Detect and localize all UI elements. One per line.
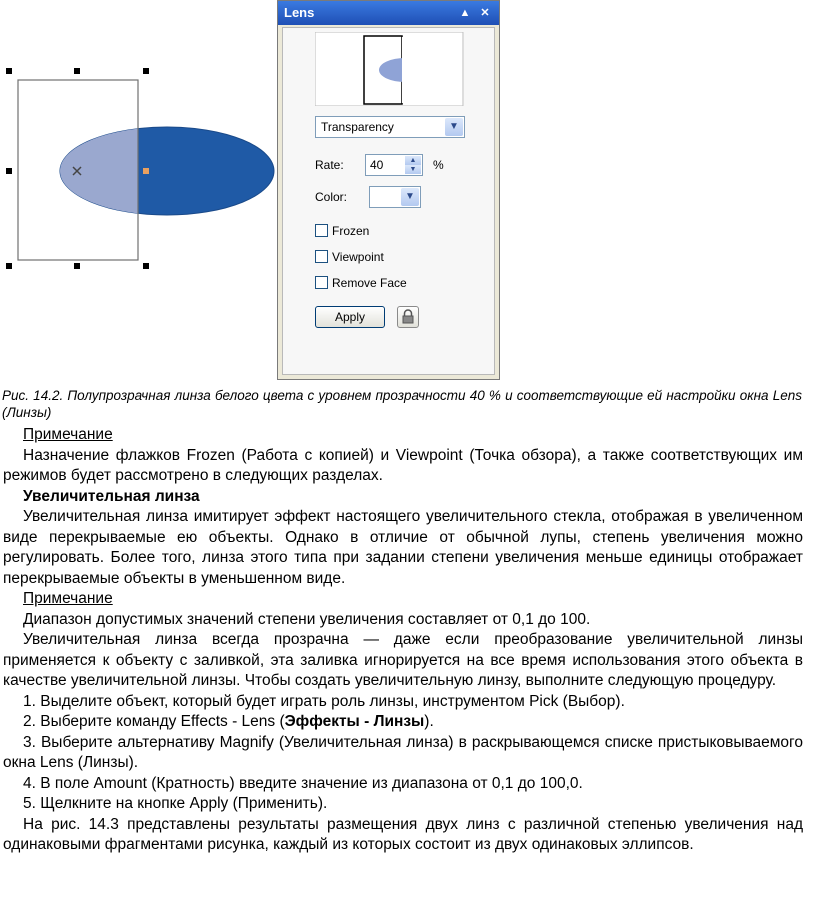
frozen-checkbox[interactable] (315, 224, 369, 238)
checkbox-box[interactable] (315, 276, 328, 289)
step-item: 3. Выберите альтернативу Magnify (Увеличительная линза) в раскрывающемся списке пристыковываемого окна Lens (Линзы). (3, 733, 803, 771)
lock-button[interactable] (397, 306, 419, 328)
paragraph: Увеличительная линза имитирует эффект настоящего увеличительного стекла, отображая в увеличенном виде перекрываемые ею объекты. Однако в отличие от обычной лупы, степень увеличения можно регулировать. Более того, линза этого типа при задании степени увеличения меньше единицы отображает перекрываемые объекты в уменьшенном виде. (3, 508, 803, 587)
paragraph: Увеличительная линза всегда прозрачна — даже если преобразование увеличительной линзы применяется к объекту с заливкой, эта заливка игнорируется на все время использования этого объекта в качестве увеличительной линзы. Чтобы создать увеличительную линзу, выполните следующую процедуру. (3, 631, 803, 689)
step-item: 4. В поле Amount (Кратность) введите значение из диапазона от 0,1 до 100,0. (23, 774, 583, 792)
color-label: Color: (315, 190, 348, 204)
lock-icon (398, 307, 418, 327)
lens-type-dropdown[interactable] (315, 116, 465, 138)
step-emphasis: Эффекты - Линзы (284, 713, 425, 730)
stepper-down-icon[interactable]: ▼ (405, 165, 421, 174)
checkbox-box[interactable] (315, 250, 328, 263)
chevron-down-icon[interactable]: ▼ (445, 118, 463, 136)
color-picker[interactable] (369, 186, 421, 208)
lens-title: Lens (284, 5, 315, 20)
note-text: Диапазон допустимых значений степени увеличения составляет от 0,1 до 100. (23, 610, 591, 628)
lens-titlebar (278, 1, 499, 25)
figure-illustration (0, 60, 280, 280)
remove-face-checkbox[interactable] (315, 276, 407, 290)
viewpoint-checkbox[interactable] (315, 250, 384, 264)
lens-type-value: Transparency (321, 120, 394, 134)
step-item: 5. Щелкните на кнопке Apply (Применить). (23, 795, 328, 812)
rate-value: 40 (370, 158, 384, 172)
document-body (3, 425, 803, 856)
stepper-up-icon[interactable]: ▲ (405, 156, 421, 165)
preview-graphic (315, 32, 463, 106)
note-heading: Примечание (23, 590, 113, 607)
remove-face-label: Remove Face (332, 276, 407, 290)
checkbox-box[interactable] (315, 224, 328, 237)
frozen-label: Frozen (332, 224, 370, 238)
paragraph: На рис. 14.3 представлены результаты размещения двух линз с различной степенью увеличения над одинаковыми фрагментами рисунка, каждый из которых состоит из двух одинаковых эллипсов. (3, 815, 803, 853)
apply-button[interactable]: Apply (315, 306, 385, 328)
step-item (3, 712, 803, 733)
step-item: 1. Выделите объект, который будет играть роль линзы, инструментом Pick (Выбор). (23, 692, 625, 710)
lens-panel-body (282, 27, 495, 375)
step-text: ). (424, 713, 434, 730)
rate-unit: % (433, 158, 444, 172)
note-text: Назначение флажков Frozen (Работа с копией) и Viewpoint (Точка обзора), а также соответствующих им режимов будет рассмотрено в следующих разделах. (3, 446, 803, 484)
lens-docker-window (277, 0, 500, 380)
figure-caption: Рис. 14.2. Полупрозрачная линза белого цвета с уровнем прозрачности 40 % и соответствующие ей настройки окна Lens (Линзы) (2, 388, 802, 420)
triangle-up-icon[interactable]: ▲ (459, 7, 471, 19)
lens-drawing (0, 60, 280, 280)
rate-stepper[interactable] (365, 154, 423, 176)
note-heading: Примечание (23, 426, 113, 443)
lens-preview (315, 32, 464, 106)
step-text: 2. Выберите команду Effects - Lens ( (23, 713, 285, 730)
section-title: Увеличительная линза (23, 487, 200, 505)
close-icon[interactable]: ✕ (480, 7, 490, 19)
viewpoint-label: Viewpoint (332, 250, 384, 264)
chevron-down-icon[interactable]: ▼ (401, 188, 419, 206)
rate-label: Rate: (315, 158, 344, 172)
